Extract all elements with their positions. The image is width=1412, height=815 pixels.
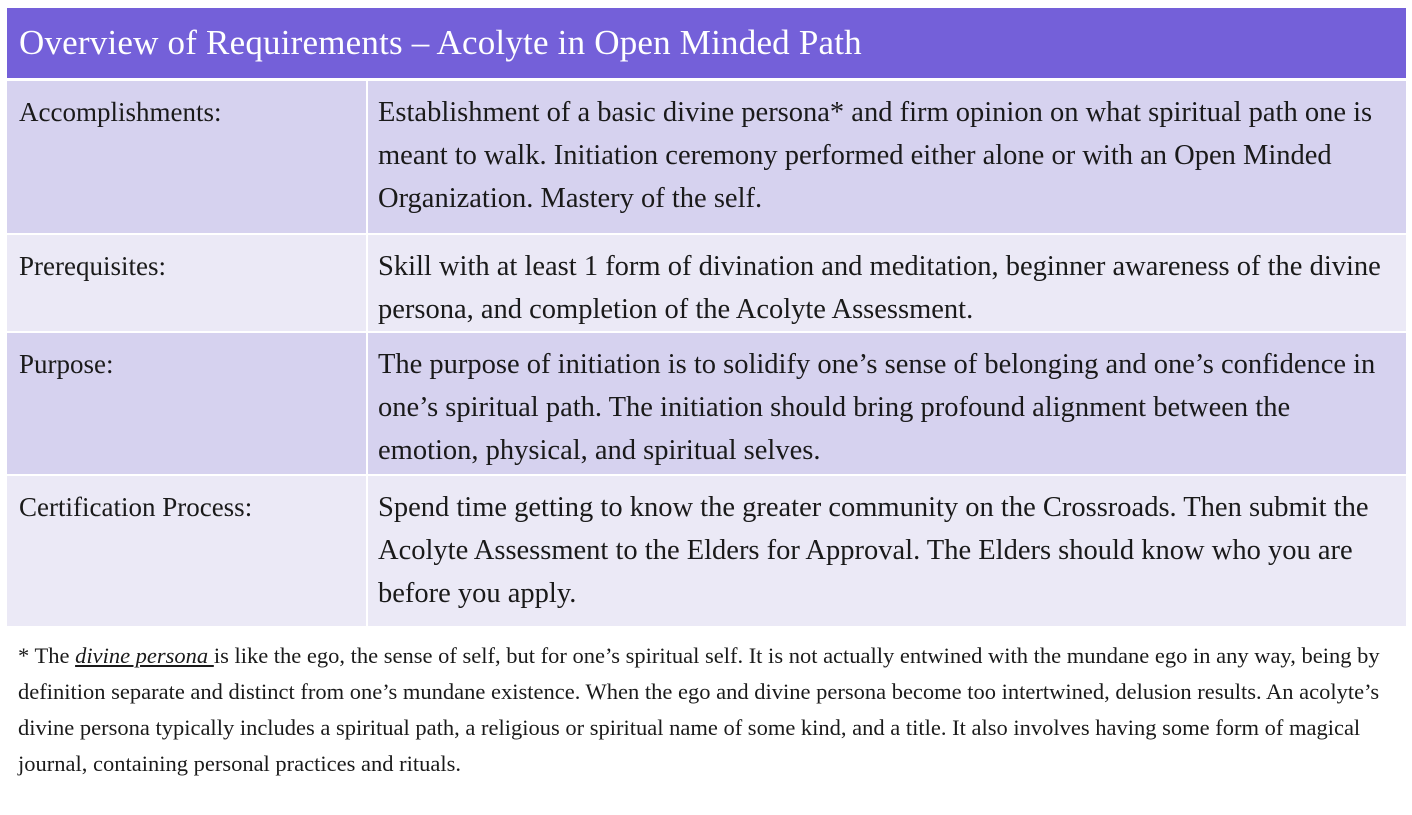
footnote-prefix: * The — [18, 643, 76, 668]
table-title: Overview of Requirements – Acolyte in Open Minded Path — [19, 23, 862, 62]
row-value: Skill with at least 1 form of divination and meditation, beginner awareness of the divine persona, and completion of the Acolyte Assessment. — [378, 251, 1381, 325]
footnote — [18, 638, 1398, 782]
table-row-accomplishments — [7, 81, 1406, 235]
row-label: Accomplishments: — [7, 81, 368, 233]
table-row-purpose — [7, 333, 1406, 476]
row-label: Prerequisites: — [7, 235, 368, 331]
table-row-prerequisites — [7, 235, 1406, 333]
row-value: Spend time getting to know the greater community on the Crossroads. Then submit the Acolyte Assessment to the Elders for Approval. The Elders should know who you are before you apply. — [378, 492, 1369, 609]
row-value: Establishment of a basic divine persona* and firm opinion on what spiritual path one is meant to walk. Initiation ceremony performed either alone or with an Open Minded Organization. Mastery of the self. — [378, 97, 1373, 214]
row-value: The purpose of initiation is to solidify one’s sense of belonging and one’s confidence in one’s spiritual path. The initiation should bring profound alignment between the emotion, physical, and spiritual selves. — [378, 349, 1376, 466]
table-row-certification-process — [7, 476, 1406, 628]
footnote-text: is like the ego, the sense of self, but for one’s spiritual self. It is not actually entwined with the mundane ego in any way, being by definition separate and distinct from one’s mundane existence. When the ego and divine persona become too intertwined, delusion results. An acolyte’s divine persona typically includes a spiritual path, a religious or spiritual name of some kind, and a title. It also involves having some form of magical journal, containing personal practices and rituals. — [18, 643, 1380, 776]
row-label: Purpose: — [7, 333, 368, 474]
row-label: Certification Process: — [7, 476, 368, 626]
footnote-term: divine persona — [75, 643, 214, 668]
table-header — [7, 8, 1406, 81]
requirements-table — [7, 8, 1406, 628]
